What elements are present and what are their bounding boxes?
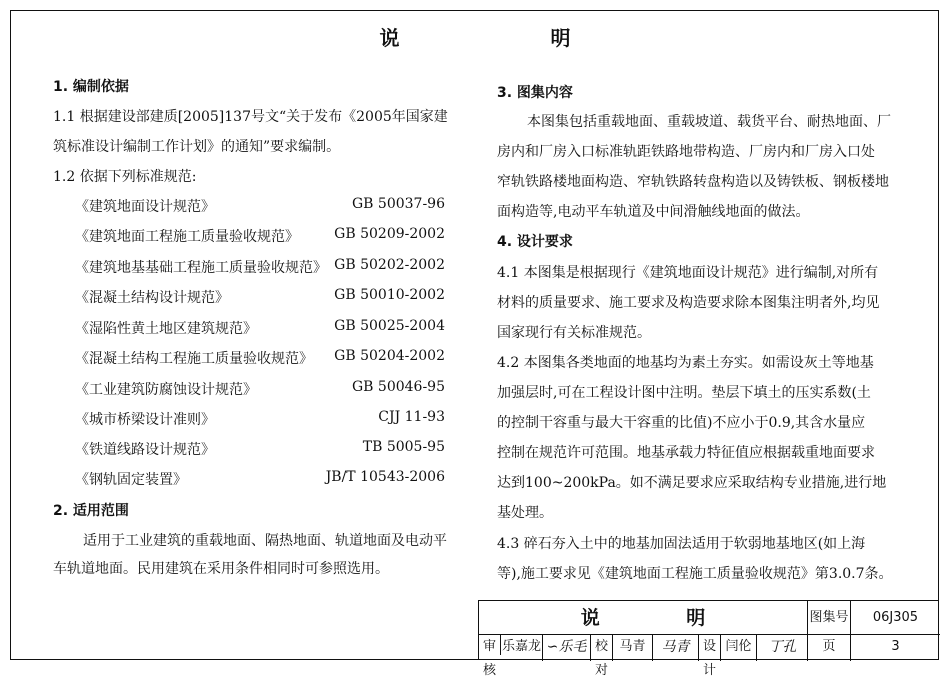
reviewer-signature: ∽乐毛 [543, 635, 591, 661]
section-4-2-line: 控制在规范许可范围。地基承载力特征值应根据载重地面要求 [497, 445, 875, 461]
standard-row [75, 287, 445, 307]
standard-name: 《工业建筑防腐蚀设计规范》 [75, 382, 257, 398]
section-3-line: 房内和厂房入口标准轨距铁路地带构造、厂房内和厂房入口处 [497, 144, 875, 160]
page-label: 页 [808, 635, 851, 661]
review-label: 审核 [479, 635, 501, 655]
checker-name: 马青 [613, 635, 653, 661]
section-1-1-line1: 1.1 根据建设部建质[2005]137号文“关于发布《2005年国家建 [53, 109, 448, 125]
standard-name: 《城市桥梁设计准则》 [75, 412, 215, 428]
section-4-1-line: 4.1 本图集是根据现行《建筑地面设计规范》进行编制,对所有 [497, 265, 879, 281]
standard-row [75, 348, 445, 368]
section-4-heading: 4. 设计要求 [497, 234, 573, 250]
standard-code: GB 50204-2002 [334, 348, 445, 364]
standard-row [75, 469, 445, 489]
standard-name: 《混凝土结构工程施工质量验收规范》 [75, 351, 313, 367]
section-2-line1: 适用于工业建筑的重载地面、隔热地面、轨道地面及电动平 [83, 533, 447, 549]
standard-row [75, 409, 445, 429]
section-4-2-line: 加强层时,可在工程设计图中注明。垫层下填土的压实系数(土 [497, 385, 871, 401]
standard-name: 《建筑地面工程施工质量验收规范》 [75, 229, 299, 245]
section-2-heading: 2. 适用范围 [53, 503, 129, 519]
section-4-2-line: 4.2 本图集各类地面的地基均为素土夯实。如需设灰土等地基 [497, 355, 874, 371]
standard-name: 《建筑地基基础工程施工质量验收规范》 [75, 260, 327, 276]
standards-list [53, 196, 445, 496]
standard-code: GB 50046-95 [351, 379, 445, 395]
signature-row [479, 635, 808, 678]
standard-code: CJJ 11-93 [378, 409, 445, 425]
standard-name: 《混凝土结构设计规范》 [75, 290, 229, 306]
atlas-number: 06J305 [851, 601, 940, 635]
section-4-1-line: 材料的质量要求、施工要求及构造要求除本图集注明者外,均见 [497, 295, 880, 311]
section-1-heading: 1. 编制依据 [53, 79, 129, 95]
standard-row [75, 379, 445, 399]
standard-code: GB 50209-2002 [334, 226, 445, 242]
design-label: 设计 [699, 635, 721, 661]
standard-code: JB/T 10543-2006 [325, 469, 445, 485]
standard-name: 《钢轨固定装置》 [75, 472, 187, 488]
title-block-title: 说 明 [479, 601, 808, 635]
standard-row [75, 196, 445, 216]
reviewer-name: 乐嘉龙 [501, 635, 543, 661]
section-3-line: 面构造等,电动平车轨道及中间滑触线地面的做法。 [497, 204, 810, 220]
right-column [497, 0, 917, 600]
section-4-1-line: 国家现行有关标准规范。 [497, 325, 651, 341]
left-column [53, 0, 448, 600]
page-title: 说 明 [379, 26, 643, 50]
standard-code: GB 50010-2002 [334, 287, 445, 303]
title-block [478, 600, 939, 678]
standard-code: GB 50025-2004 [334, 318, 445, 334]
standard-code: GB 50202-2002 [334, 257, 445, 273]
standard-row [75, 318, 445, 338]
section-3-line: 窄轨铁路楼地面构造、窄轨铁路转盘构造以及铸铁板、钢板楼地 [497, 174, 889, 190]
standard-code: GB 50037-96 [351, 196, 445, 212]
section-4-3-line: 等),施工要求见《建筑地面工程施工质量验收规范》第3.0.7条。 [497, 566, 893, 582]
section-1-2: 1.2 依据下列标准规范: [53, 169, 197, 185]
section-1-1-line2: 筑标准设计编制工作计划》的通知”要求编制。 [53, 139, 341, 155]
designer-name: 闫伦 [721, 635, 757, 661]
standard-name: 《湿陷性黄土地区建筑规范》 [75, 321, 257, 337]
section-4-2-line: 的控制干容重与最大干容重的比值)不应小于0.9,其含水量应 [497, 415, 866, 431]
atlas-number-label: 图集号 [808, 601, 851, 635]
standard-row [75, 226, 445, 246]
section-3-heading: 3. 图集内容 [497, 85, 573, 101]
section-2-line2: 车轨道地面。民用建筑在采用条件相同时可参照选用。 [53, 561, 389, 577]
designer-signature: 丁孔 [768, 639, 797, 655]
section-4-3-line: 4.3 碎石夯入土中的地基加固法适用于软弱地基地区(如上海 [497, 536, 866, 552]
page-number: 3 [891, 639, 900, 654]
standard-code: TB 5005-95 [362, 439, 445, 455]
check-label: 校对 [591, 635, 613, 661]
standard-row [75, 439, 445, 459]
standard-name: 《建筑地面设计规范》 [75, 199, 215, 215]
standard-name: 《铁道线路设计规范》 [75, 442, 215, 458]
section-4-2-line: 达到100~200kPa。如不满足要求应采取结构专业措施,进行地 [497, 475, 887, 491]
section-4-2-line: 基处理。 [497, 505, 553, 521]
standard-row [75, 257, 445, 277]
checker-signature: 马青 [653, 635, 699, 661]
section-3-line: 本图集包括重载地面、重载坡道、载货平台、耐热地面、厂 [527, 114, 891, 130]
